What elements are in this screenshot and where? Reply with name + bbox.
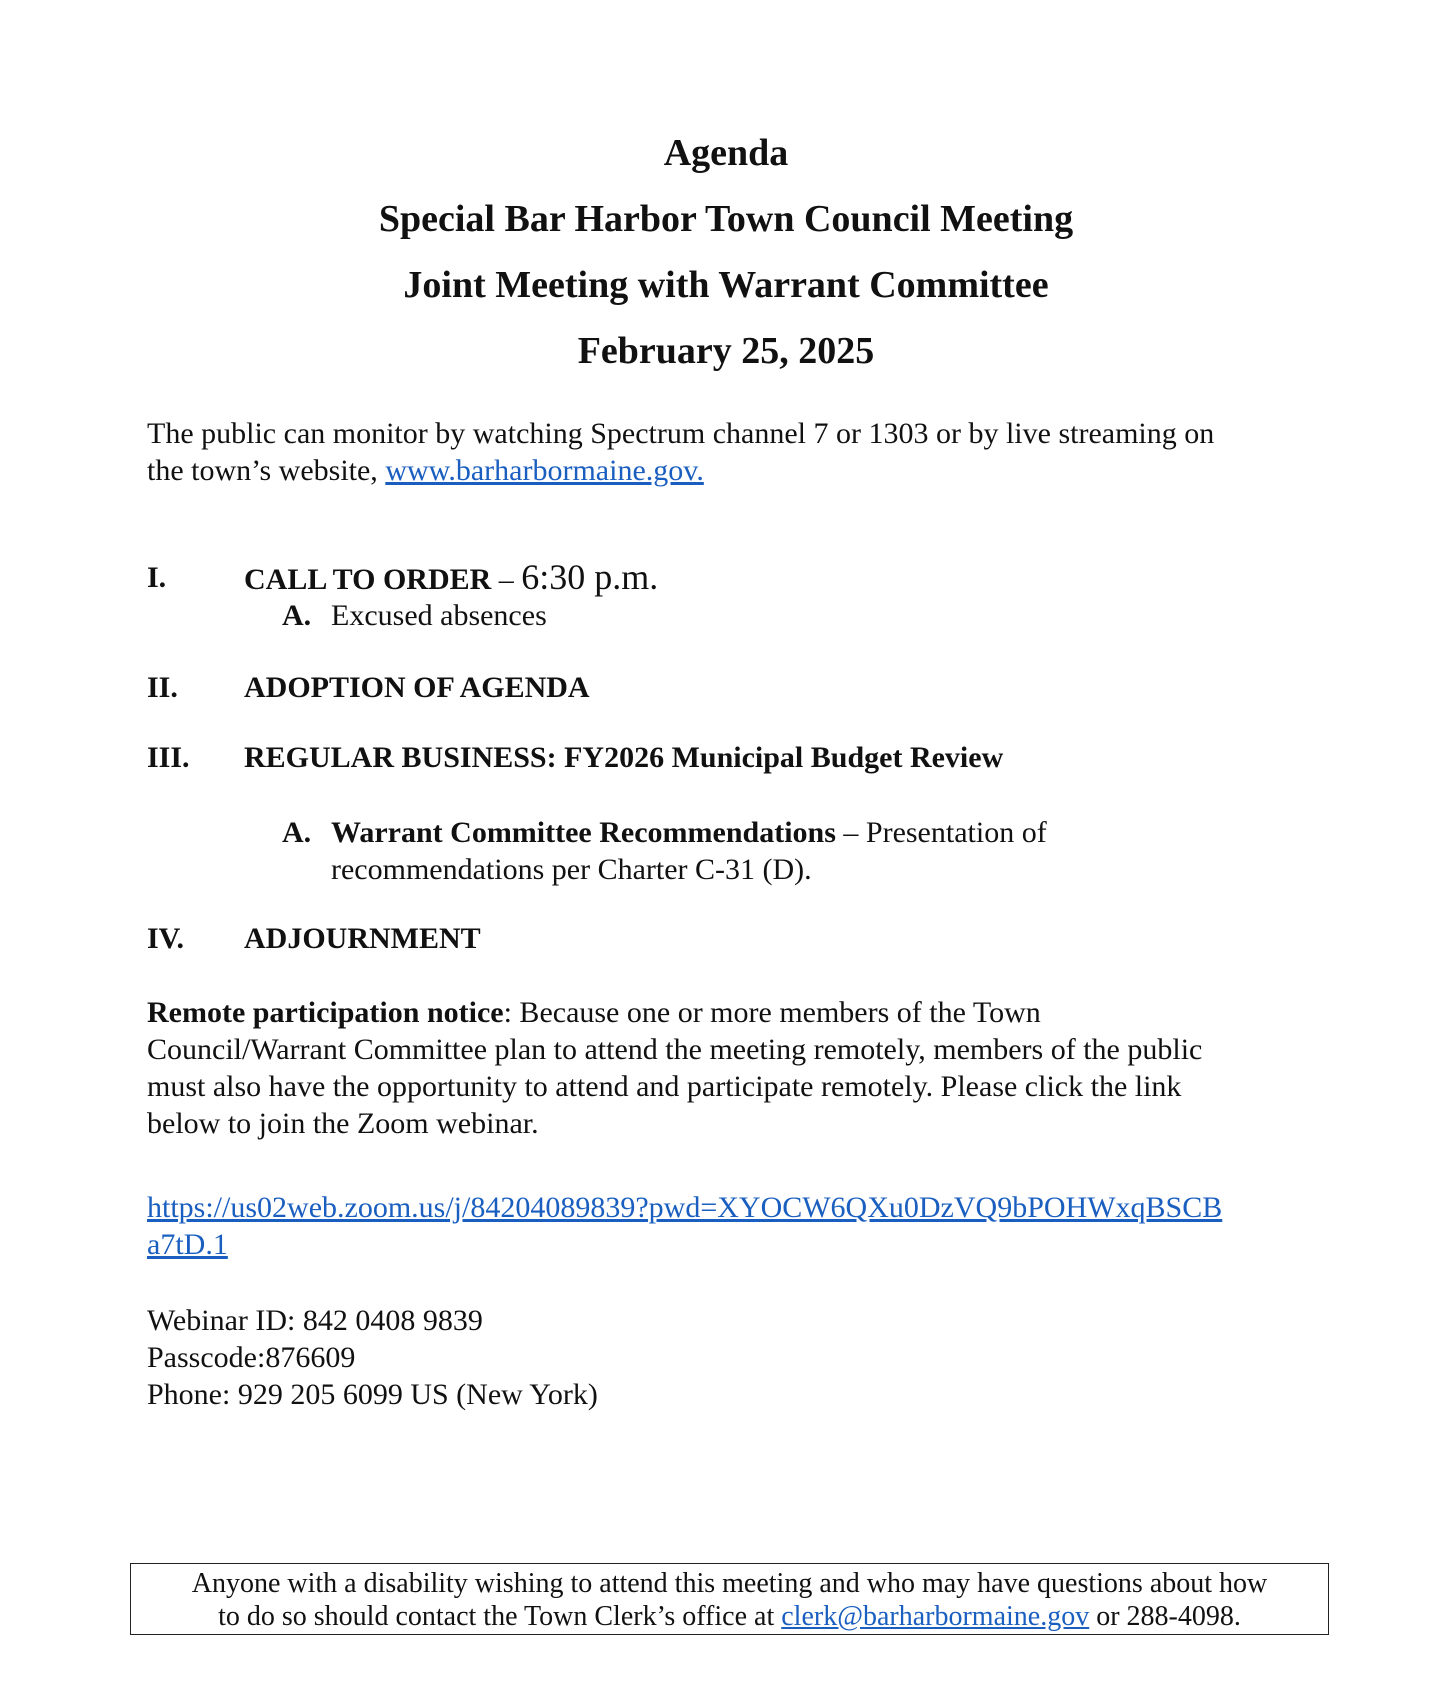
intro-line-2-text: the town’s website, — [147, 454, 386, 487]
meeting-name: Special Bar Harbor Town Council Meeting — [378, 198, 1074, 240]
website-link[interactable]: www.barharbormaine.gov. — [385, 454, 704, 487]
zoom-link-block — [147, 1189, 1222, 1263]
item-title: ADJOURNMENT — [244, 922, 481, 955]
intro-line-2 — [147, 452, 1214, 489]
joint-meeting-line: Joint Meeting with Warrant Committee — [403, 264, 1049, 306]
agenda-title: Agenda — [663, 132, 789, 174]
subitem-letter: A. — [282, 599, 312, 632]
meeting-date: February 25, 2025 — [577, 330, 875, 372]
item-number: III. — [147, 741, 190, 774]
zoom-link-line-1[interactable]: https://us02web.zoom.us/j/84204089839?pwd=XYOCW6QXu0DzVQ9bPOHWxqBSCB — [147, 1191, 1223, 1224]
webinar-id: Webinar ID: 842 0408 9839 — [147, 1304, 483, 1337]
item-number: II. — [147, 671, 178, 704]
item-heading — [244, 739, 1003, 776]
item-heading — [244, 669, 590, 706]
item-heading — [244, 559, 658, 598]
remote-line-1-text: : Because one or more members of the Town — [503, 996, 1041, 1029]
subitem-text-line-2: recommendations per Charter C-31 (D). — [331, 853, 812, 886]
webinar-phone: Phone: 929 205 6099 US (New York) — [147, 1378, 598, 1411]
subitem-letter: A. — [282, 816, 312, 849]
webinar-details — [147, 1302, 598, 1413]
item-separator: – — [491, 563, 522, 596]
agenda-header — [0, 120, 1452, 384]
notice-line-2-prefix: to do so should contact the Town Clerk’s office at — [218, 1601, 782, 1632]
remote-label: Remote participation notice — [147, 996, 504, 1029]
remote-line-1 — [147, 994, 1202, 1031]
intro-paragraph — [147, 415, 1214, 489]
accessibility-notice — [130, 1563, 1329, 1635]
subitem-rest: – Presentation of — [835, 816, 1047, 849]
zoom-link-line-2[interactable]: a7tD.1 — [147, 1228, 228, 1261]
subitem-text: Excused absences — [331, 599, 547, 632]
subitem-title: Warrant Committee Recommendations — [331, 816, 836, 849]
clerk-email-link[interactable]: clerk@barharbormaine.gov — [781, 1601, 1090, 1632]
subitem-text — [331, 814, 1047, 851]
item-title: CALL TO ORDER — [244, 563, 492, 596]
remote-line-2: Council/Warrant Committee plan to attend the meeting remotely, members of the public — [147, 1033, 1203, 1066]
item-title: REGULAR BUSINESS: FY2026 Municipal Budget Review — [244, 741, 1004, 774]
item-title: ADOPTION OF AGENDA — [244, 671, 590, 704]
remote-line-4: below to join the Zoom webinar. — [147, 1107, 539, 1140]
notice-line-2-suffix: or 288-4098. — [1089, 1601, 1241, 1632]
item-heading — [244, 920, 481, 957]
intro-line-1: The public can monitor by watching Spectrum channel 7 or 1303 or by live streaming on — [147, 417, 1215, 450]
remote-participation-notice — [147, 994, 1202, 1142]
item-number: IV. — [147, 922, 184, 955]
notice-line-2 — [131, 1600, 1328, 1633]
call-to-order-time: 6:30 p.m. — [521, 557, 659, 597]
item-number: I. — [147, 561, 167, 594]
webinar-passcode: Passcode:876609 — [147, 1341, 356, 1374]
notice-line-1: Anyone with a disability wishing to attend this meeting and who may have questions about how — [191, 1568, 1268, 1599]
remote-line-3: must also have the opportunity to attend and participate remotely. Please click the link — [147, 1070, 1182, 1103]
